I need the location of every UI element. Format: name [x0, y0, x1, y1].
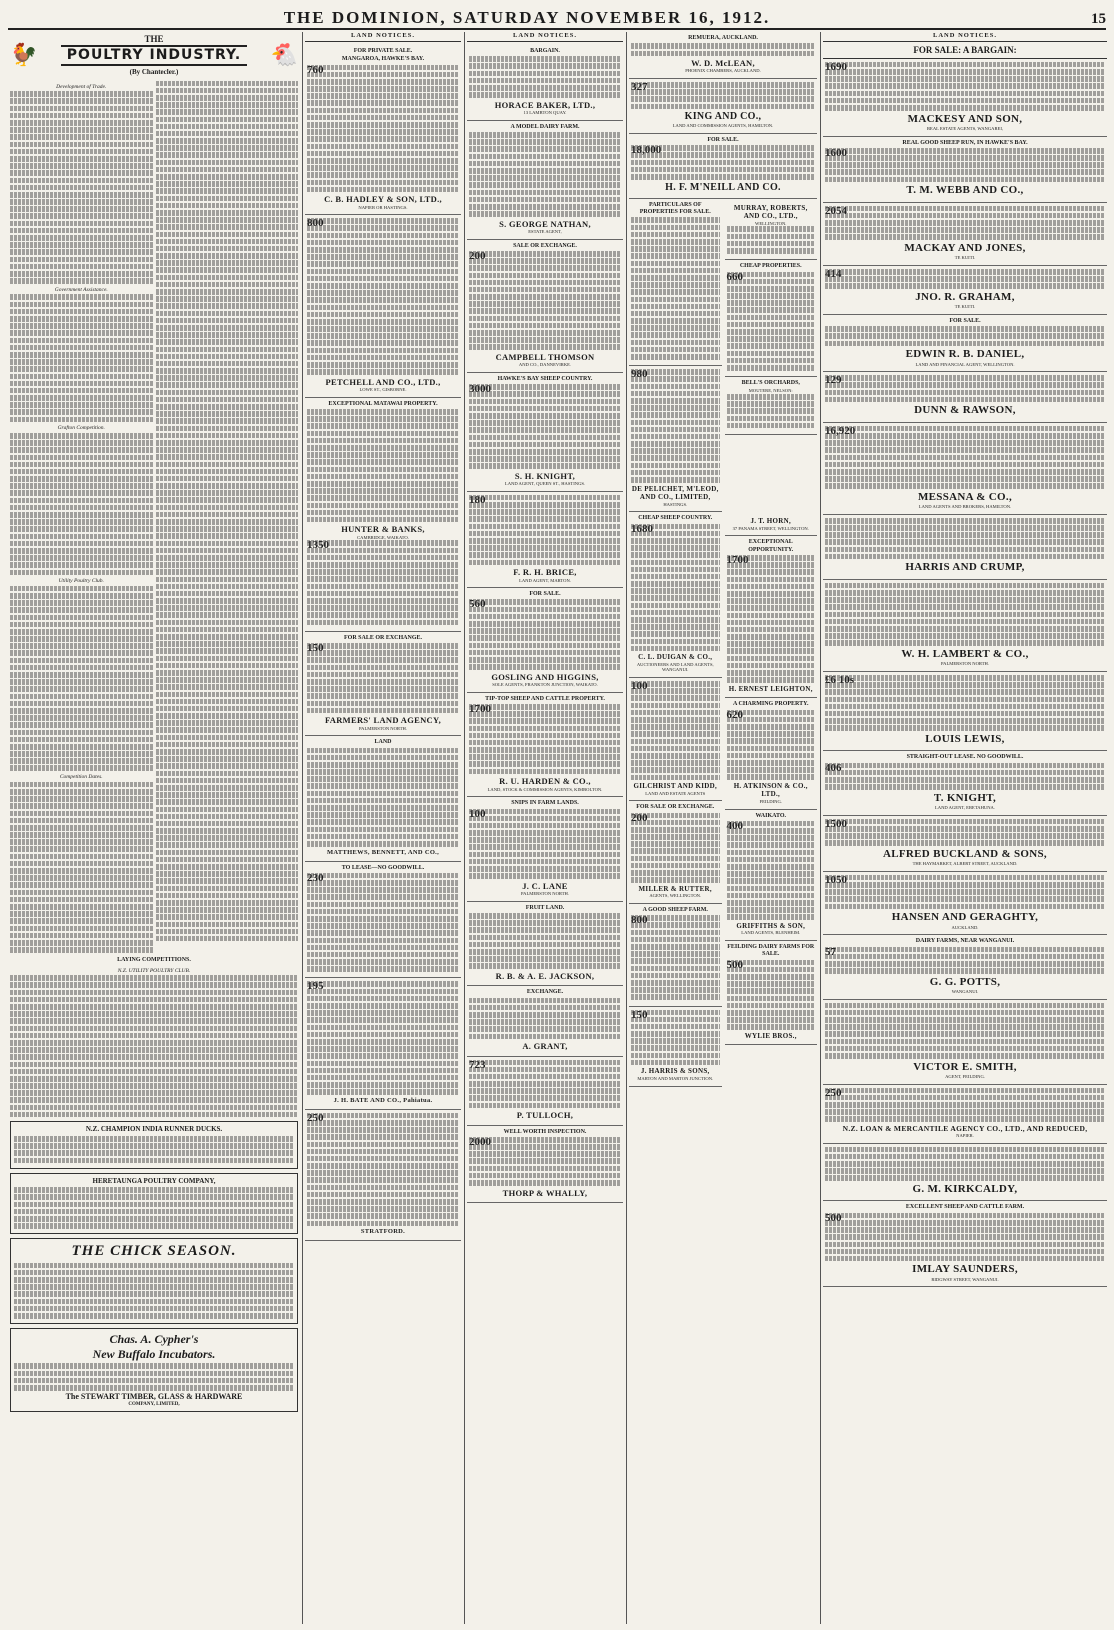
laying-sub-heading: N.Z. UTILITY POULTRY CLUB. — [117, 967, 191, 974]
land-ad: 414 JNO. R. GRAHAM, TE KUITI. — [823, 266, 1107, 315]
land-ad: 129 DUNN & RAWSON, — [823, 372, 1107, 423]
land-ad: FOR SALE. 560 GOSLING AND HIGGINS, SOLE AGENTS, FRANKTON JUNCTION, WAIKATO. — [467, 588, 623, 693]
section-heading: Grafton Competition. — [57, 425, 105, 432]
land-ad: BARGAIN. HORACE BAKER, LTD., 13 LAMBTON QUAY. — [467, 45, 623, 121]
hen-icon: 🐓 — [10, 42, 38, 68]
article-text — [10, 433, 153, 575]
masthead — [8, 6, 1106, 30]
land-notices-column-3 — [467, 32, 623, 1624]
land-ad: FOR SALE OR EXCHANGE. 150 FARMERS' LAND AGENCY, PALMERSTON NORTH. — [305, 632, 461, 737]
land-ad: BELL'S ORCHARDS, MOUTERE, NELSON: — [725, 377, 818, 435]
land-ad: STRAIGHT-OUT LEASE. NO GOODWILL. 406 T. KNIGHT, LAND AGENT, ERETAHUNA. — [823, 751, 1107, 815]
results-list — [156, 81, 299, 942]
land-ad: HARRIS AND CRUMP, — [823, 515, 1107, 580]
land-ad: DAIRY FARMS, NEAR WANGANUI. 57 G. G. POTTS, WANGANUI. — [823, 935, 1107, 999]
heretaunga-title: HERETAUNGA POULTRY COMPANY, — [92, 1176, 216, 1185]
land-ad: 250 N.Z. LOAN & MERCANTILE AGENCY CO., LTD., AND REDUCED, NAPIER. — [823, 1085, 1107, 1144]
stewart-company: The STEWART TIMBER, GLASS & HARDWARE — [65, 1392, 243, 1402]
column-rule — [626, 32, 627, 1624]
land-ad: VICTOR E. SMITH, AGENT, FEILDING. — [823, 1000, 1107, 1085]
land-ad: EXCELLENT SHEEP AND CATTLE FARM. 500 IMLAY SAUNDERS, RIDGWAY STREET, WANGANUI. — [823, 1201, 1107, 1287]
ducks-ad — [10, 1121, 298, 1168]
land-ad: FOR PRIVATE SALE. MANGAROA, HAWKE'S BAY. 760 C. B. HADLEY & SON, LTD., NAPIER OR HASTINGS. — [305, 45, 461, 215]
land-ad: EXCHANGE. A. GRANT, — [467, 986, 623, 1056]
land-ad: A GOOD SHEEP FARM. 800 — [629, 904, 722, 1007]
land-ad: SNIPS IN FARM LANDS. 100 J. C. LANE PALMERSTON NORTH. — [467, 797, 623, 902]
article-text — [10, 294, 153, 422]
land-ad: SALE OR EXCHANGE. 200 CAMPBELL THOMSON AND CO., DANNEVIRKE. — [467, 240, 623, 373]
land-ad: A CHARMING PROPERTY. 620 H. ATKINSON & CO., LTD., FEILDING. — [725, 698, 818, 809]
column-heading: LAND NOTICES. — [305, 32, 461, 42]
article-text — [10, 91, 153, 283]
chick-season-title: THE CHICK SEASON. — [71, 1243, 237, 1260]
column-rule — [302, 32, 303, 1624]
cypher-title: Chas. A. Cypher's — [109, 1332, 199, 1347]
byline: (By Chantecler.) — [129, 68, 179, 77]
land-ad: 800 PETCHELL AND CO., LTD., LOWE ST., GISBORNE. — [305, 215, 461, 397]
land-ad: 1690 MACKESY AND SON, REAL ESTATE AGENTS, WANGAREI, — [823, 59, 1107, 137]
land-ad: 2054 MACKAY AND JONES, TE KUITI. — [823, 203, 1107, 266]
land-ad: PARTICULARS OF PROPERTIES FOR SALE. — [629, 199, 722, 366]
section-heading: Government Assistance. — [54, 286, 108, 293]
land-ad: 195 J. H. BATE AND CO., Pahiatua. — [305, 978, 461, 1109]
land-ad: G. M. KIRKCALDY, — [823, 1144, 1107, 1202]
land-ad: 327 KING AND CO., LAND AND COMMISSION AGENTS, HAMILTON. — [629, 79, 817, 134]
column-rule — [820, 32, 821, 1624]
land-ad: 1050 HANSEN AND GERAGHTY, AUCKLAND. — [823, 872, 1107, 935]
land-ad: LAND MATTHEWS, BENNETT, AND CO., — [305, 736, 461, 861]
section-heading: Competition Dates. — [59, 774, 103, 781]
land-ad: FOR SALE. EDWIN R. B. DANIEL, LAND AND FINANCIAL AGENT, WELLINGTON. — [823, 315, 1107, 372]
land-ad: WELL WORTH INSPECTION. 2000 THORP & WHALLY, — [467, 1126, 623, 1203]
land-ad: W. H. LAMBERT & CO., PALMERSTON NORTH. — [823, 580, 1107, 672]
land-ad: 1500 ALFRED BUCKLAND & SONS, THE HAYMARKET, ALBERT STREET, AUCKLAND. — [823, 816, 1107, 872]
land-ad: 100 GILCHRIST AND KIDD, LAND AND ESTATE AGENTS — [629, 678, 722, 801]
land-ad: REAL GOOD SHEEP RUN, IN HAWKE'S BAY. 1600 T. M. WEBB AND CO., — [823, 137, 1107, 203]
land-ad: EXCEPTIONAL MATAWAI PROPERTY. HUNTER & BANKS, CAMBRIDGE, WAIKATO. 1350 — [305, 398, 461, 632]
poultry-column — [10, 32, 298, 1624]
page-number: 15 — [1091, 11, 1106, 27]
chick-season-ad — [10, 1238, 298, 1324]
land-ad: 150 J. HARRIS & SONS, MARTON AND MARTON JUNCTION. — [629, 1007, 722, 1087]
land-ad: HAWKE'S BAY SHEEP COUNTRY. 3000 S. H. KNIGHT, LAND AGENT, QUEEN ST., HASTINGS. — [467, 373, 623, 492]
land-ad: EXCEPTIONAL OPPORTUNITY. 1700 H. ERNEST LEIGHTON, — [725, 536, 818, 698]
land-ad: CHEAP PROPERTIES. 660 — [725, 260, 818, 377]
rooster-icon: 🐔 — [270, 42, 298, 68]
incubators-title: New Buffalo Incubators. — [92, 1346, 216, 1361]
land-ad: TIP-TOP SHEEP AND CATTLE PROPERTY. 1700 R. U. HARDEN & CO., LAND, STOCK & COMMISSION AGENTS, KIMBOLTON. — [467, 693, 623, 798]
land-ad: 16,920 MESSANA & CO., LAND AGENTS AND BROKERS, HAMILTON. — [823, 423, 1107, 515]
land-ad: FOR SALE. 18,000 H. F. M'NEILL AND CO. — [629, 134, 817, 199]
laying-results — [10, 975, 298, 1117]
column-heading: LAND NOTICES. — [467, 32, 623, 42]
land-ad: J. T. HORN, 37 PANAMA STREET, WELLINGTON. — [725, 512, 818, 536]
section-heading: Development of Trade. — [56, 83, 107, 90]
bargain-banner: FOR SALE: A BARGAIN: — [823, 45, 1107, 59]
land-notices-column-2 — [305, 32, 461, 1624]
incubators-ad — [10, 1328, 298, 1412]
land-ad: 180 F. R. H. BRICE, LAND AGENT, MARTON. — [467, 492, 623, 588]
land-ad: A MODEL DAIRY FARM. S. GEORGE NATHAN, ESTATE AGENT, — [467, 121, 623, 240]
land-notices-column-5 — [823, 32, 1107, 1624]
land-ad: TO LEASE—NO GOODWILL. 230 — [305, 862, 461, 979]
land-ad: 723 P. TULLOCH, — [467, 1057, 623, 1126]
land-notices-column-4 — [629, 32, 817, 1624]
stewart-company-sub: COMPANY, LIMITED, — [128, 1401, 180, 1407]
poultry-industry-heading — [10, 34, 298, 77]
ducks-ad-title: N.Z. CHAMPION INDIA RUNNER DUCKS. — [85, 1125, 223, 1134]
article-text — [10, 586, 153, 771]
logo-the: THE — [144, 34, 164, 44]
land-ad: FRUIT LAND. R. B. & A. E. JACKSON, — [467, 902, 623, 987]
land-ad: CHEAP SHEEP COUNTRY. 1680 C. L. DUIGAN & CO., AUCTIONEERS AND LAND AGENTS, WANGANUI. — [629, 512, 722, 678]
land-ad: FOR SALE OR EXCHANGE. 200 MILLER & RUTTER, AGENTS, WELLINGTON. — [629, 801, 722, 904]
land-ad: FEILDING DAIRY FARMS FOR SALE. 500 WYLIE BROS., — [725, 941, 818, 1045]
land-ad: WAIKATO. 400 GRIFFITHS & SON, LAND AGENTS, BLENHEIM. — [725, 810, 818, 941]
masthead-title: THE DOMINION, SATURDAY NOVEMBER 16, 1912. — [283, 8, 771, 27]
section-heading: Utility Poultry Club. — [58, 578, 104, 585]
logo-title: POULTRY INDUSTRY. — [61, 45, 247, 66]
land-ad: 980 DE PELICHET, M'LEOD, AND CO., LIMITED, HASTINGS. — [629, 366, 722, 512]
article-text — [10, 782, 153, 953]
land-ad: REMUERA, AUCKLAND. W. D. McLEAN, PHOENIX CHAMBERS, AUCKLAND. — [629, 32, 817, 79]
land-ad: 250 STRATFORD. — [305, 1110, 461, 1241]
column-heading: LAND NOTICES. — [823, 32, 1107, 42]
column-rule — [464, 32, 465, 1624]
land-ad: MURRAY, ROBERTS, AND CO., LTD., WELLINGTON. — [725, 199, 818, 260]
laying-competitions-heading: LAYING COMPETITIONS. — [117, 957, 191, 964]
land-ad: £6 10s LOUIS LEWIS, — [823, 672, 1107, 751]
heretaunga-ad — [10, 1173, 298, 1235]
